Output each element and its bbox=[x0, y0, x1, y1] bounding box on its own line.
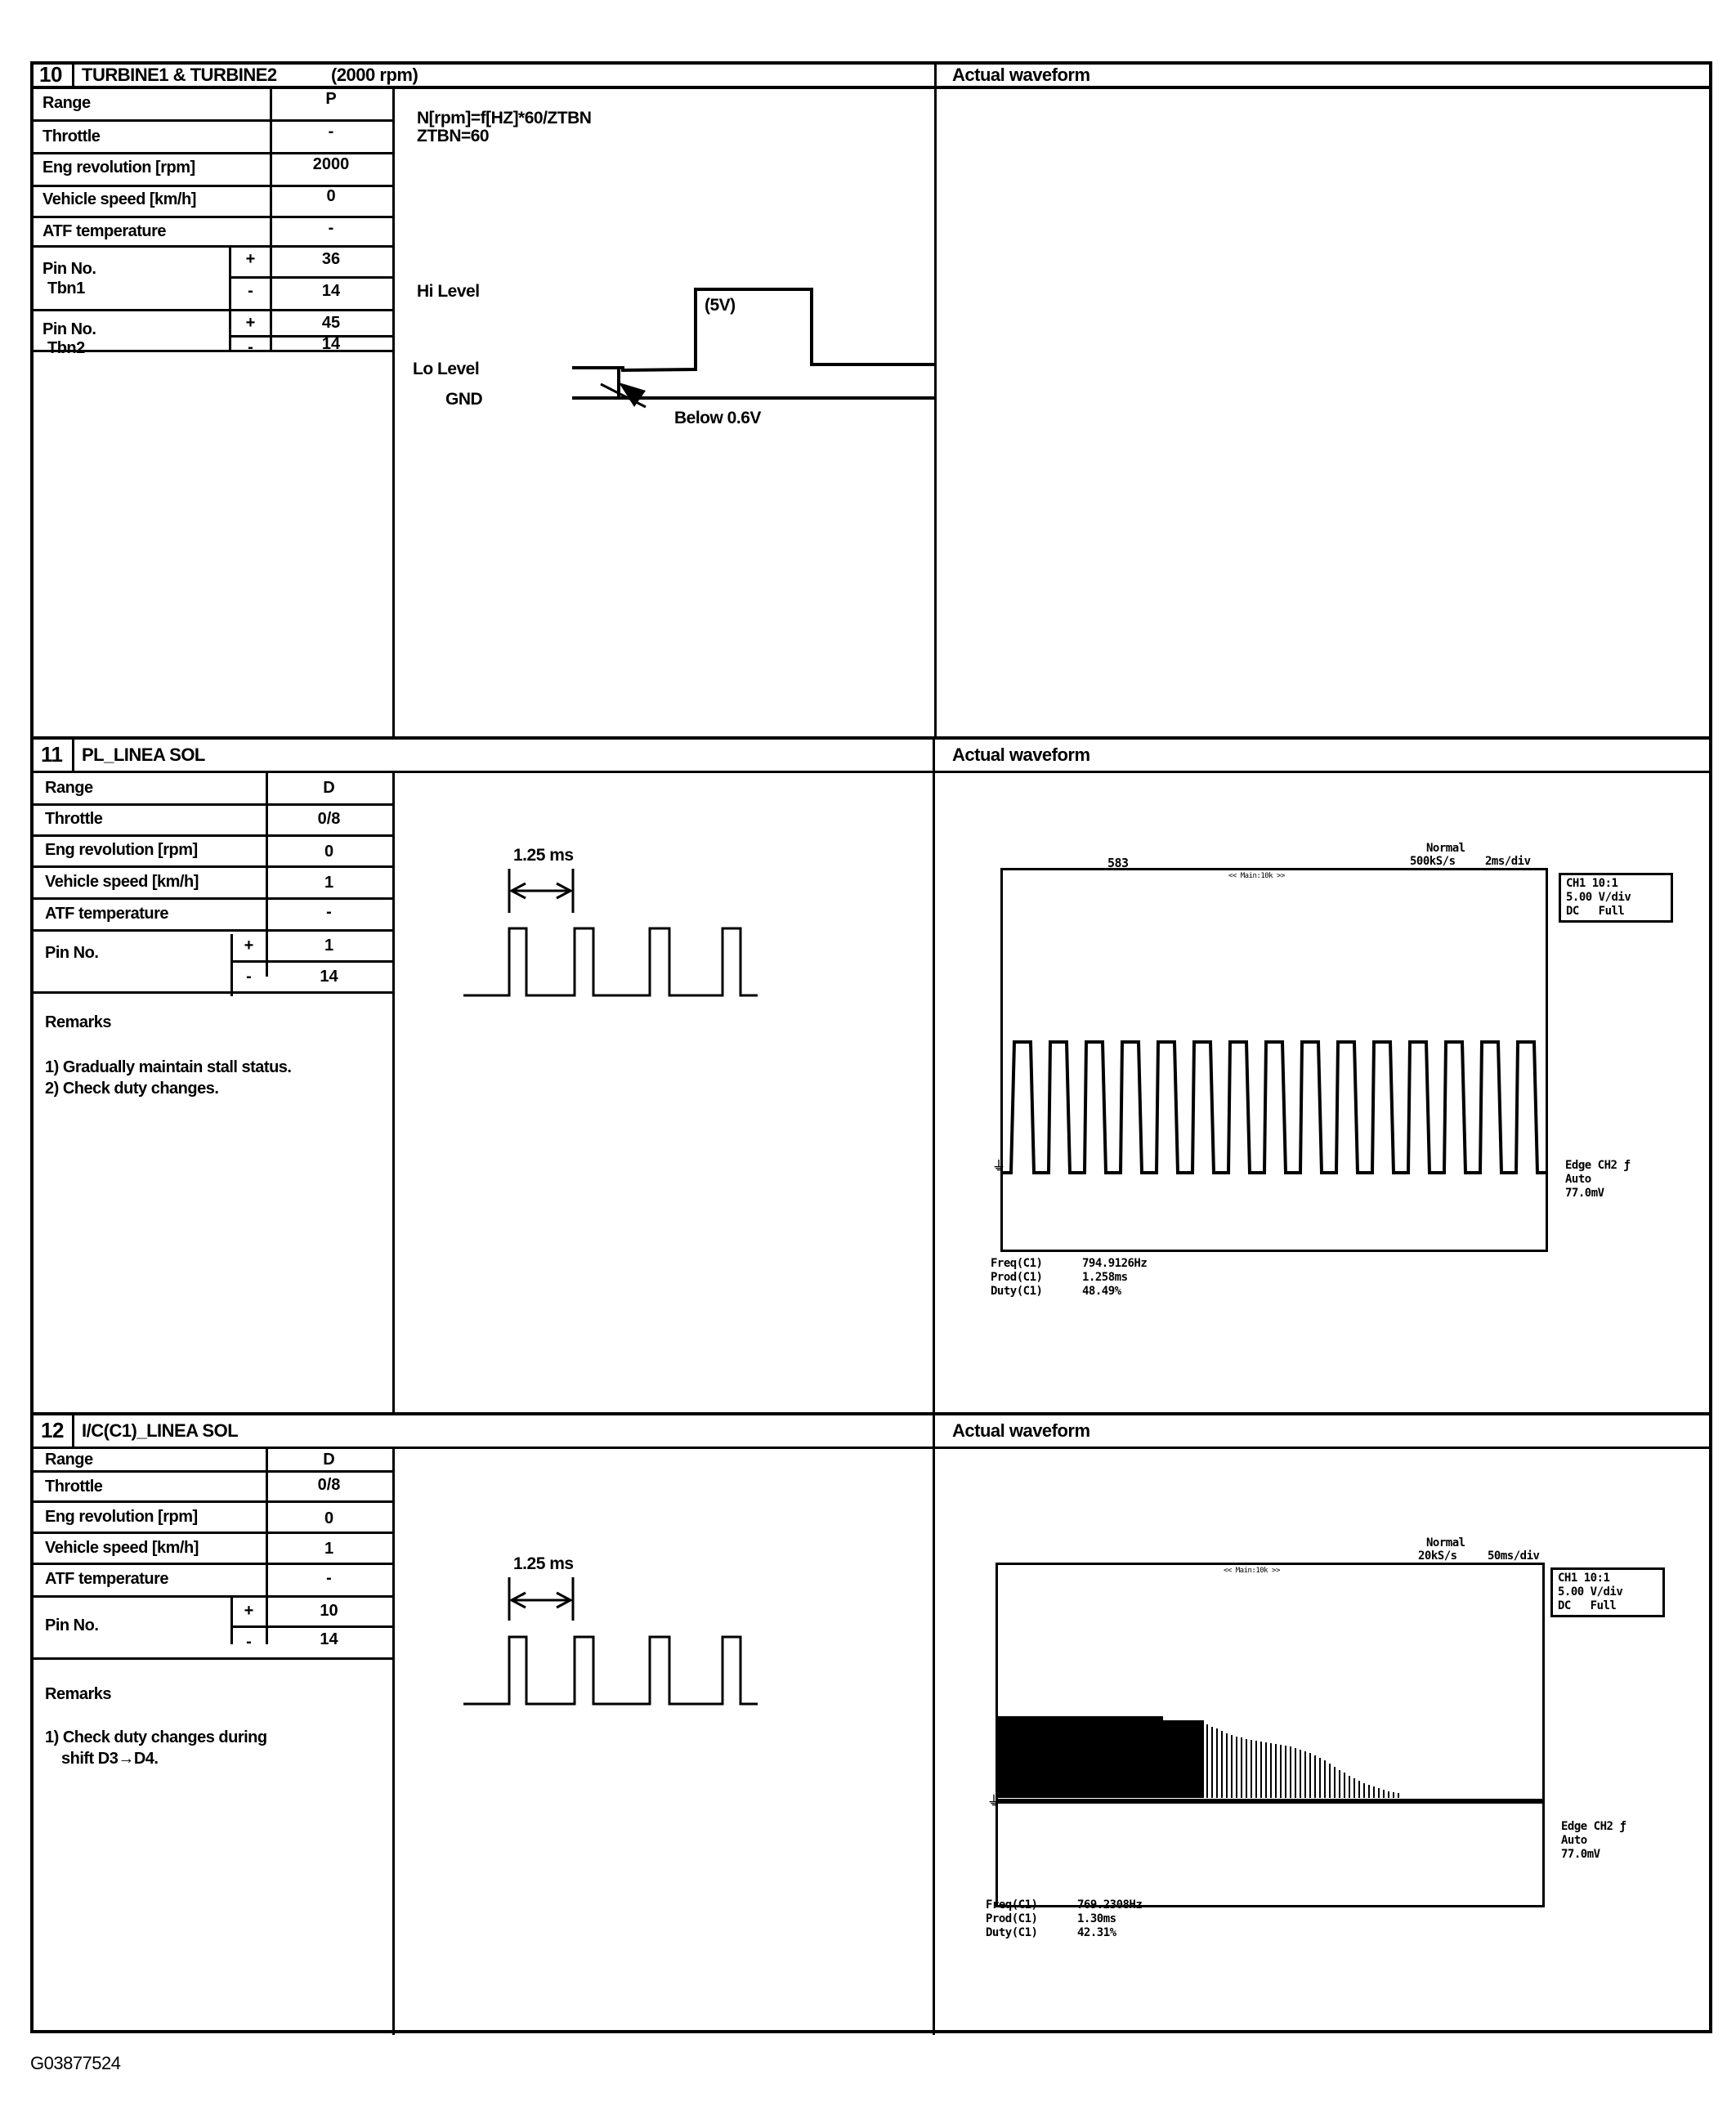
remark-item: 1) Check duty changes during bbox=[45, 1728, 267, 1746]
pin-minus-sign: - bbox=[248, 338, 253, 356]
condition-value: - bbox=[326, 903, 332, 921]
condition-label: Range bbox=[43, 94, 91, 112]
remark-item: 2) Check duty changes. bbox=[45, 1080, 219, 1098]
condition-label: Eng revolution [rpm] bbox=[43, 159, 195, 177]
freq-label: Freq(C1) bbox=[991, 1257, 1043, 1270]
condition-label: Throttle bbox=[45, 810, 103, 828]
actual-waveform-label: Actual waveform bbox=[952, 1420, 1090, 1441]
channel-vdiv: 5.00 V/div bbox=[1566, 891, 1631, 904]
scope-mode: Normal bbox=[1426, 1536, 1465, 1549]
trigger-source: Edge CH2 ƒ bbox=[1561, 1820, 1626, 1833]
pin-label: Pin No. bbox=[43, 260, 96, 278]
channel-info-box bbox=[1550, 1567, 1665, 1617]
section-title: I/C(C1)_LINEA SOL bbox=[82, 1420, 239, 1441]
condition-label: ATF temperature bbox=[45, 1570, 169, 1588]
pin-minus-value: 14 bbox=[320, 968, 338, 986]
pin-plus-value: 10 bbox=[320, 1602, 338, 1620]
pin-label: Pin No. bbox=[45, 1616, 99, 1634]
trigger-level: 77.0mV bbox=[1565, 1187, 1604, 1200]
gnd-label: GND bbox=[445, 390, 483, 409]
condition-value: - bbox=[326, 1569, 332, 1587]
channel-probe: CH1 10:1 bbox=[1566, 877, 1618, 890]
section-number: 11 bbox=[41, 742, 63, 767]
condition-value: - bbox=[328, 219, 334, 237]
freq-label: Freq(C1) bbox=[986, 1898, 1038, 1912]
condition-value: D bbox=[323, 779, 335, 797]
scope-timebase: 50ms/div bbox=[1488, 1549, 1540, 1563]
scope-banner: << Main:10k >> bbox=[1224, 1567, 1280, 1575]
period-label: Prod(C1) bbox=[986, 1912, 1038, 1925]
condition-value: 0 bbox=[326, 187, 336, 205]
condition-label: Vehicle speed [km/h] bbox=[43, 190, 196, 208]
scope-mode: Normal bbox=[1426, 842, 1465, 855]
scope-banner: << Main:10k >> bbox=[1228, 872, 1285, 880]
trigger-mode: Auto bbox=[1561, 1834, 1587, 1847]
section-number: 10 bbox=[39, 62, 62, 87]
ground-marker-icon: ⏚ bbox=[987, 1793, 1000, 1809]
scope-sample-rate: 500kS/s bbox=[1410, 855, 1456, 868]
period-value: 1.258ms bbox=[1082, 1271, 1128, 1284]
condition-value: D bbox=[323, 1451, 335, 1469]
pin-plus-value: 36 bbox=[321, 250, 341, 268]
period-label: 1.25 ms bbox=[513, 846, 574, 865]
condition-value: 0/8 bbox=[317, 1476, 341, 1494]
scope-sample-rate: 20kS/s bbox=[1418, 1549, 1457, 1563]
pin-minus-sign: - bbox=[246, 1633, 252, 1651]
condition-label: Vehicle speed [km/h] bbox=[45, 873, 199, 891]
trigger-level: 77.0mV bbox=[1561, 1848, 1600, 1861]
channel-coupling: DC Full bbox=[1566, 905, 1625, 918]
freq-value: 794.9126Hz bbox=[1082, 1257, 1148, 1270]
scope-trace bbox=[998, 1565, 1542, 1905]
condition-label: Range bbox=[45, 1451, 93, 1469]
period-label: Prod(C1) bbox=[991, 1271, 1043, 1284]
duty-label: Duty(C1) bbox=[991, 1285, 1043, 1298]
pin-plus-sign: + bbox=[245, 250, 256, 268]
pin-label: Pin No. bbox=[43, 320, 96, 338]
condition-value: 1 bbox=[324, 1540, 334, 1558]
remarks-heading: Remarks bbox=[45, 1013, 112, 1031]
pin-label: Pin No. bbox=[45, 944, 99, 962]
condition-label: Eng revolution [rpm] bbox=[45, 1508, 198, 1526]
duty-value: 48.49% bbox=[1082, 1285, 1121, 1298]
channel-probe: CH1 10:1 bbox=[1558, 1572, 1610, 1585]
pin-minus-value: 14 bbox=[320, 1630, 338, 1648]
pin-minus-value: 14 bbox=[321, 282, 341, 300]
remark-item: 1) Gradually maintain stall status. bbox=[45, 1058, 292, 1076]
pin-plus-value: 45 bbox=[321, 314, 341, 332]
ground-marker-icon: ⏚ bbox=[992, 1158, 1005, 1174]
actual-waveform-label: Actual waveform bbox=[952, 65, 1090, 85]
condition-label: ATF temperature bbox=[45, 905, 169, 923]
duty-label: Duty(C1) bbox=[986, 1926, 1038, 1939]
formula-line-1: N[rpm]=f[HZ]*60/ZTBN bbox=[417, 109, 592, 127]
below-voltage-note: Below 0.6V bbox=[674, 409, 761, 427]
condition-value: 0 bbox=[324, 1509, 334, 1527]
section-title: TURBINE1 & TURBINE2 bbox=[82, 65, 277, 85]
condition-label: Vehicle speed [km/h] bbox=[45, 1539, 199, 1557]
actual-waveform-label: Actual waveform bbox=[952, 745, 1090, 765]
condition-value: P bbox=[325, 90, 337, 108]
section-title: PL_LINEA SOL bbox=[82, 745, 205, 765]
scope-screen bbox=[996, 1563, 1545, 1907]
channel-coupling: DC Full bbox=[1558, 1599, 1617, 1612]
condition-value: 0/8 bbox=[317, 810, 341, 828]
condition-label: Throttle bbox=[43, 127, 101, 145]
pin-sublabel: Tbn2 bbox=[47, 339, 85, 357]
condition-label: Range bbox=[45, 779, 93, 797]
trigger-mode: Auto bbox=[1565, 1173, 1591, 1186]
section-title-suffix: (2000 rpm) bbox=[331, 65, 418, 85]
condition-value: 2000 bbox=[312, 155, 350, 173]
formula-line-2: ZTBN=60 bbox=[417, 127, 490, 145]
trigger-source: Edge CH2 ƒ bbox=[1565, 1159, 1631, 1172]
condition-label: Eng revolution [rpm] bbox=[45, 841, 198, 859]
hi-value-label: (5V) bbox=[705, 296, 736, 315]
section-number: 12 bbox=[41, 1418, 64, 1442]
duty-value: 42.31% bbox=[1077, 1926, 1116, 1939]
condition-value: 1 bbox=[324, 874, 334, 892]
period-label: 1.25 ms bbox=[513, 1554, 574, 1573]
pin-minus-sign: - bbox=[248, 282, 253, 300]
scope-timebase: 2ms/div bbox=[1485, 855, 1531, 868]
pin-minus-sign: - bbox=[246, 968, 252, 986]
pin-minus-value: 14 bbox=[321, 335, 341, 353]
pin-plus-sign: + bbox=[244, 937, 254, 955]
condition-value: - bbox=[328, 123, 334, 141]
condition-label: ATF temperature bbox=[43, 222, 167, 240]
lo-level-label: Lo Level bbox=[413, 360, 480, 378]
remark-item: shift D3→D4. bbox=[61, 1750, 159, 1768]
pin-sublabel: Tbn1 bbox=[47, 279, 85, 297]
period-value: 1.30ms bbox=[1077, 1912, 1116, 1925]
condition-label: Throttle bbox=[45, 1478, 103, 1496]
channel-vdiv: 5.00 V/div bbox=[1558, 1585, 1623, 1599]
pin-plus-value: 1 bbox=[324, 937, 334, 955]
pin-plus-sign: + bbox=[244, 1602, 254, 1620]
figure-id: G03877524 bbox=[30, 2053, 121, 2073]
hi-level-label: Hi Level bbox=[417, 282, 480, 301]
freq-value: 769.2308Hz bbox=[1077, 1898, 1143, 1912]
remarks-heading: Remarks bbox=[45, 1685, 112, 1703]
pin-plus-sign: + bbox=[245, 314, 256, 332]
scope-top-left-count: 583 bbox=[1107, 856, 1129, 870]
condition-value: 0 bbox=[324, 843, 334, 861]
